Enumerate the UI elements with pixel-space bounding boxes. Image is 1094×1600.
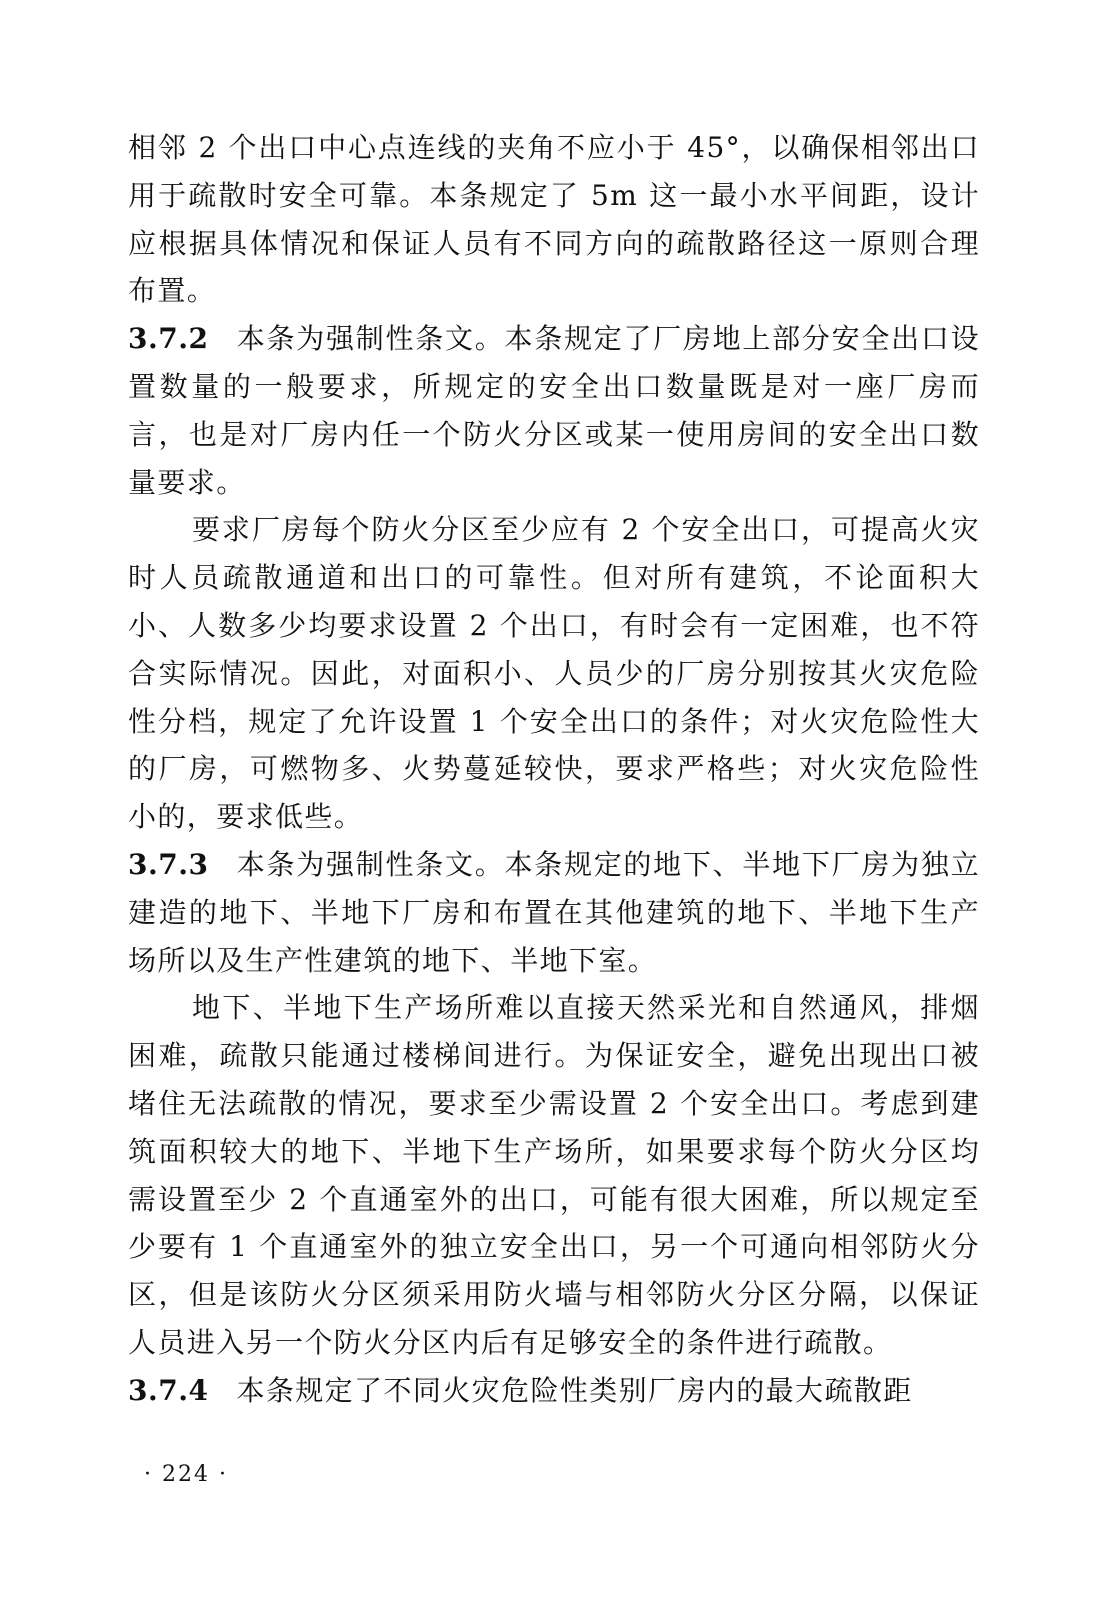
clause-number: 3.7.3 — [128, 847, 209, 881]
body-text — [128, 124, 980, 1415]
paragraph-text: 本条为强制性条文。本条规定了厂房地上部分安全出口设置数量的一般要求，所规定的安全出口数量既是对一座厂房而言，也是对厂房内任一个防火分区或某一使用房间的安全出口数量要求。 — [128, 322, 980, 499]
paragraph-text: 要求厂房每个防火分区至少应有 2 个安全出口，可提高火灾时人员疏散通道和出口的可靠性。但对所有建筑，不论面积大小、人数多少均要求设置 2 个出口，有时会有一定困难，也不符合实际情况。因此，对面积小、人员少的厂房分别按其火灾危险性分档，规定了允许设置 1 个安全出口的条件；对火灾危险性大的厂房，可燃物多、火势蔓延较快，要求严格些；对火灾危险性小的，要求低些。 — [128, 513, 980, 834]
clause-3-7-3 — [128, 841, 980, 984]
paragraph-3-7-2-explanation — [128, 506, 980, 841]
clause-number: 3.7.4 — [128, 1373, 209, 1407]
paragraph-3-7-3-explanation — [128, 984, 980, 1366]
paragraph-continuation — [128, 124, 980, 315]
page-number: · 224 · — [144, 1462, 228, 1487]
paragraph-text: 本条规定了不同火灾危险性类别厂房内的最大疏散距 — [236, 1373, 913, 1407]
paragraph-text: 相邻 2 个出口中心点连线的夹角不应小于 45°，以确保相邻出口用于疏散时安全可靠。本条规定了 5m 这一最小水平间距，设计应根据具体情况和保证人员有不同方向的疏散路径这一原则合理布置。 — [128, 131, 980, 308]
clause-3-7-4 — [128, 1367, 980, 1415]
clause-3-7-2 — [128, 315, 980, 506]
paragraph-text: 本条为强制性条文。本条规定的地下、半地下厂房为独立建造的地下、半地下厂房和布置在其他建筑的地下、半地下生产场所以及生产性建筑的地下、半地下室。 — [128, 847, 980, 977]
clause-number: 3.7.2 — [128, 322, 209, 356]
paragraph-text: 地下、半地下生产场所难以直接天然采光和自然通风，排烟困难，疏散只能通过楼梯间进行。为保证安全，避免出现出口被堵住无法疏散的情况，要求至少需设置 2 个安全出口。考虑到建筑面积较大的地下、半地下生产场所，如果要求每个防火分区均需设置至少 2 个直通室外的出口，可能有很大困难，所以规定至少要有 1 个直通室外的独立安全出口，另一个可通向相邻防火分区，但是该防火分区须采用防火墙与相邻防火分区分隔，以保证人员进入另一个防火分区内后有足够安全的条件进行疏散。 — [128, 991, 980, 1359]
